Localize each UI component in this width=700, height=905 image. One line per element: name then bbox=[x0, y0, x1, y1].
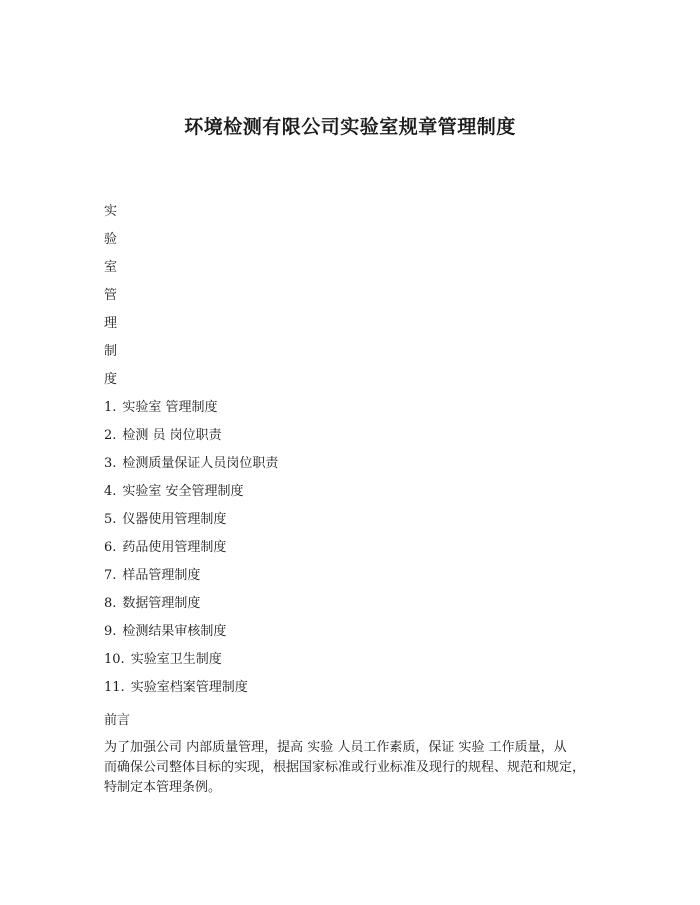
preface-line: 特制定本管理条例。 bbox=[104, 780, 222, 795]
toc-item-text: 检测结果审核制度 bbox=[122, 624, 227, 639]
table-of-contents bbox=[104, 398, 278, 706]
toc-item-text: 实验室卫生制度 bbox=[130, 652, 222, 667]
vertical-title-char: 室 bbox=[104, 260, 118, 275]
toc-item-text: 实验室 安全管理制度 bbox=[122, 484, 244, 499]
toc-item-number: 3. bbox=[104, 456, 117, 471]
toc-item-text: 药品使用管理制度 bbox=[122, 540, 227, 555]
toc-item-number: 9. bbox=[104, 624, 117, 639]
toc-item-text: 实验室档案管理制度 bbox=[130, 680, 248, 695]
document-title: 环境检测有限公司实验室规章管理制度 bbox=[184, 116, 516, 138]
vertical-title-char: 实 bbox=[104, 204, 118, 219]
toc-item bbox=[104, 566, 278, 594]
preface-line: 为了加强公司 内部质量管理，提高 实验 人员工作素质，保证 实验 工作质量，从 bbox=[104, 740, 567, 755]
toc-item-number: 6. bbox=[104, 540, 117, 555]
toc-item bbox=[104, 650, 278, 678]
toc-item-number: 4. bbox=[104, 484, 117, 499]
toc-item bbox=[104, 482, 278, 510]
toc-item bbox=[104, 594, 278, 622]
toc-item bbox=[104, 678, 278, 706]
toc-item-text: 检测质量保证人员岗位职责 bbox=[122, 456, 279, 471]
toc-item-text: 样品管理制度 bbox=[122, 568, 201, 583]
vertical-title-char: 管 bbox=[104, 288, 118, 303]
toc-item-number: 10. bbox=[104, 652, 125, 667]
toc-item bbox=[104, 622, 278, 650]
toc-item-number: 11. bbox=[104, 680, 125, 695]
preface-heading: 前言 bbox=[104, 713, 131, 728]
toc-item-text: 检测 员 岗位职责 bbox=[122, 428, 222, 443]
toc-item-text: 实验室 管理制度 bbox=[122, 400, 218, 415]
preface-paragraph bbox=[104, 738, 604, 798]
vertical-title-char: 度 bbox=[104, 372, 118, 387]
toc-item-number: 7. bbox=[104, 568, 117, 583]
vertical-title-char: 理 bbox=[104, 316, 118, 331]
toc-item-text: 仪器使用管理制度 bbox=[122, 512, 227, 527]
vertical-title-char: 制 bbox=[104, 344, 118, 359]
toc-item bbox=[104, 454, 278, 482]
toc-item bbox=[104, 398, 278, 426]
preface-line: 而确保公司整体目标的实现，根据国家标准或行业标准及现行的规程、规范和规定， bbox=[104, 760, 586, 775]
toc-item bbox=[104, 538, 278, 566]
vertical-title-char: 验 bbox=[104, 232, 118, 247]
toc-item-text: 数据管理制度 bbox=[122, 596, 201, 611]
toc-item-number: 1. bbox=[104, 400, 117, 415]
vertical-section-title bbox=[104, 203, 117, 399]
toc-item-number: 2. bbox=[104, 428, 117, 443]
toc-item-number: 5. bbox=[104, 512, 117, 527]
toc-item-number: 8. bbox=[104, 596, 117, 611]
toc-item bbox=[104, 510, 278, 538]
toc-item bbox=[104, 426, 278, 454]
